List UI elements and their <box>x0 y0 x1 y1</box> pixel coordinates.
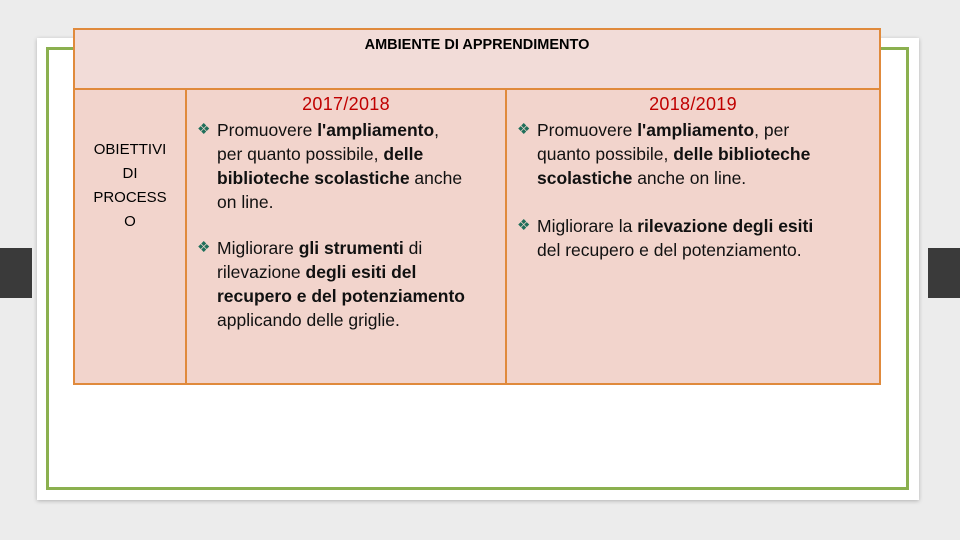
column-2018-cell: 2018/2019 ❖ Promuovere l'ampliamento, per quanto possibile, delle biblioteche scolastiche anche on line. ❖ Migliorare la rilevazione degli esiti del recupero e del potenziamento. <box>505 88 881 385</box>
year-heading-2017: 2017/2018 <box>302 94 390 114</box>
table-title: AMBIENTE DI APPRENDIMENTO <box>364 37 590 53</box>
diamond-bullet-icon: ❖ <box>517 121 531 138</box>
right-edge-tab <box>928 248 960 298</box>
row-label-cell <box>73 88 187 385</box>
diamond-bullet-icon: ❖ <box>197 239 211 256</box>
column-2017-cell: 2017/2018 ❖ Promuovere l'ampliamento, per quanto possibile, delle biblioteche scolastiche anche on line. ❖ Migliorare gli strumenti di rilevazione degli esiti del recupero e del potenziamento applicando delle griglie. <box>185 88 507 385</box>
row-label: OBIETTIVI DI PROCESS O <box>93 141 167 230</box>
year-heading-2018: 2018/2019 <box>649 94 737 114</box>
diamond-bullet-icon: ❖ <box>517 217 531 234</box>
diamond-bullet-icon: ❖ <box>197 121 211 138</box>
left-edge-tab <box>0 248 32 298</box>
table-header <box>73 28 881 90</box>
